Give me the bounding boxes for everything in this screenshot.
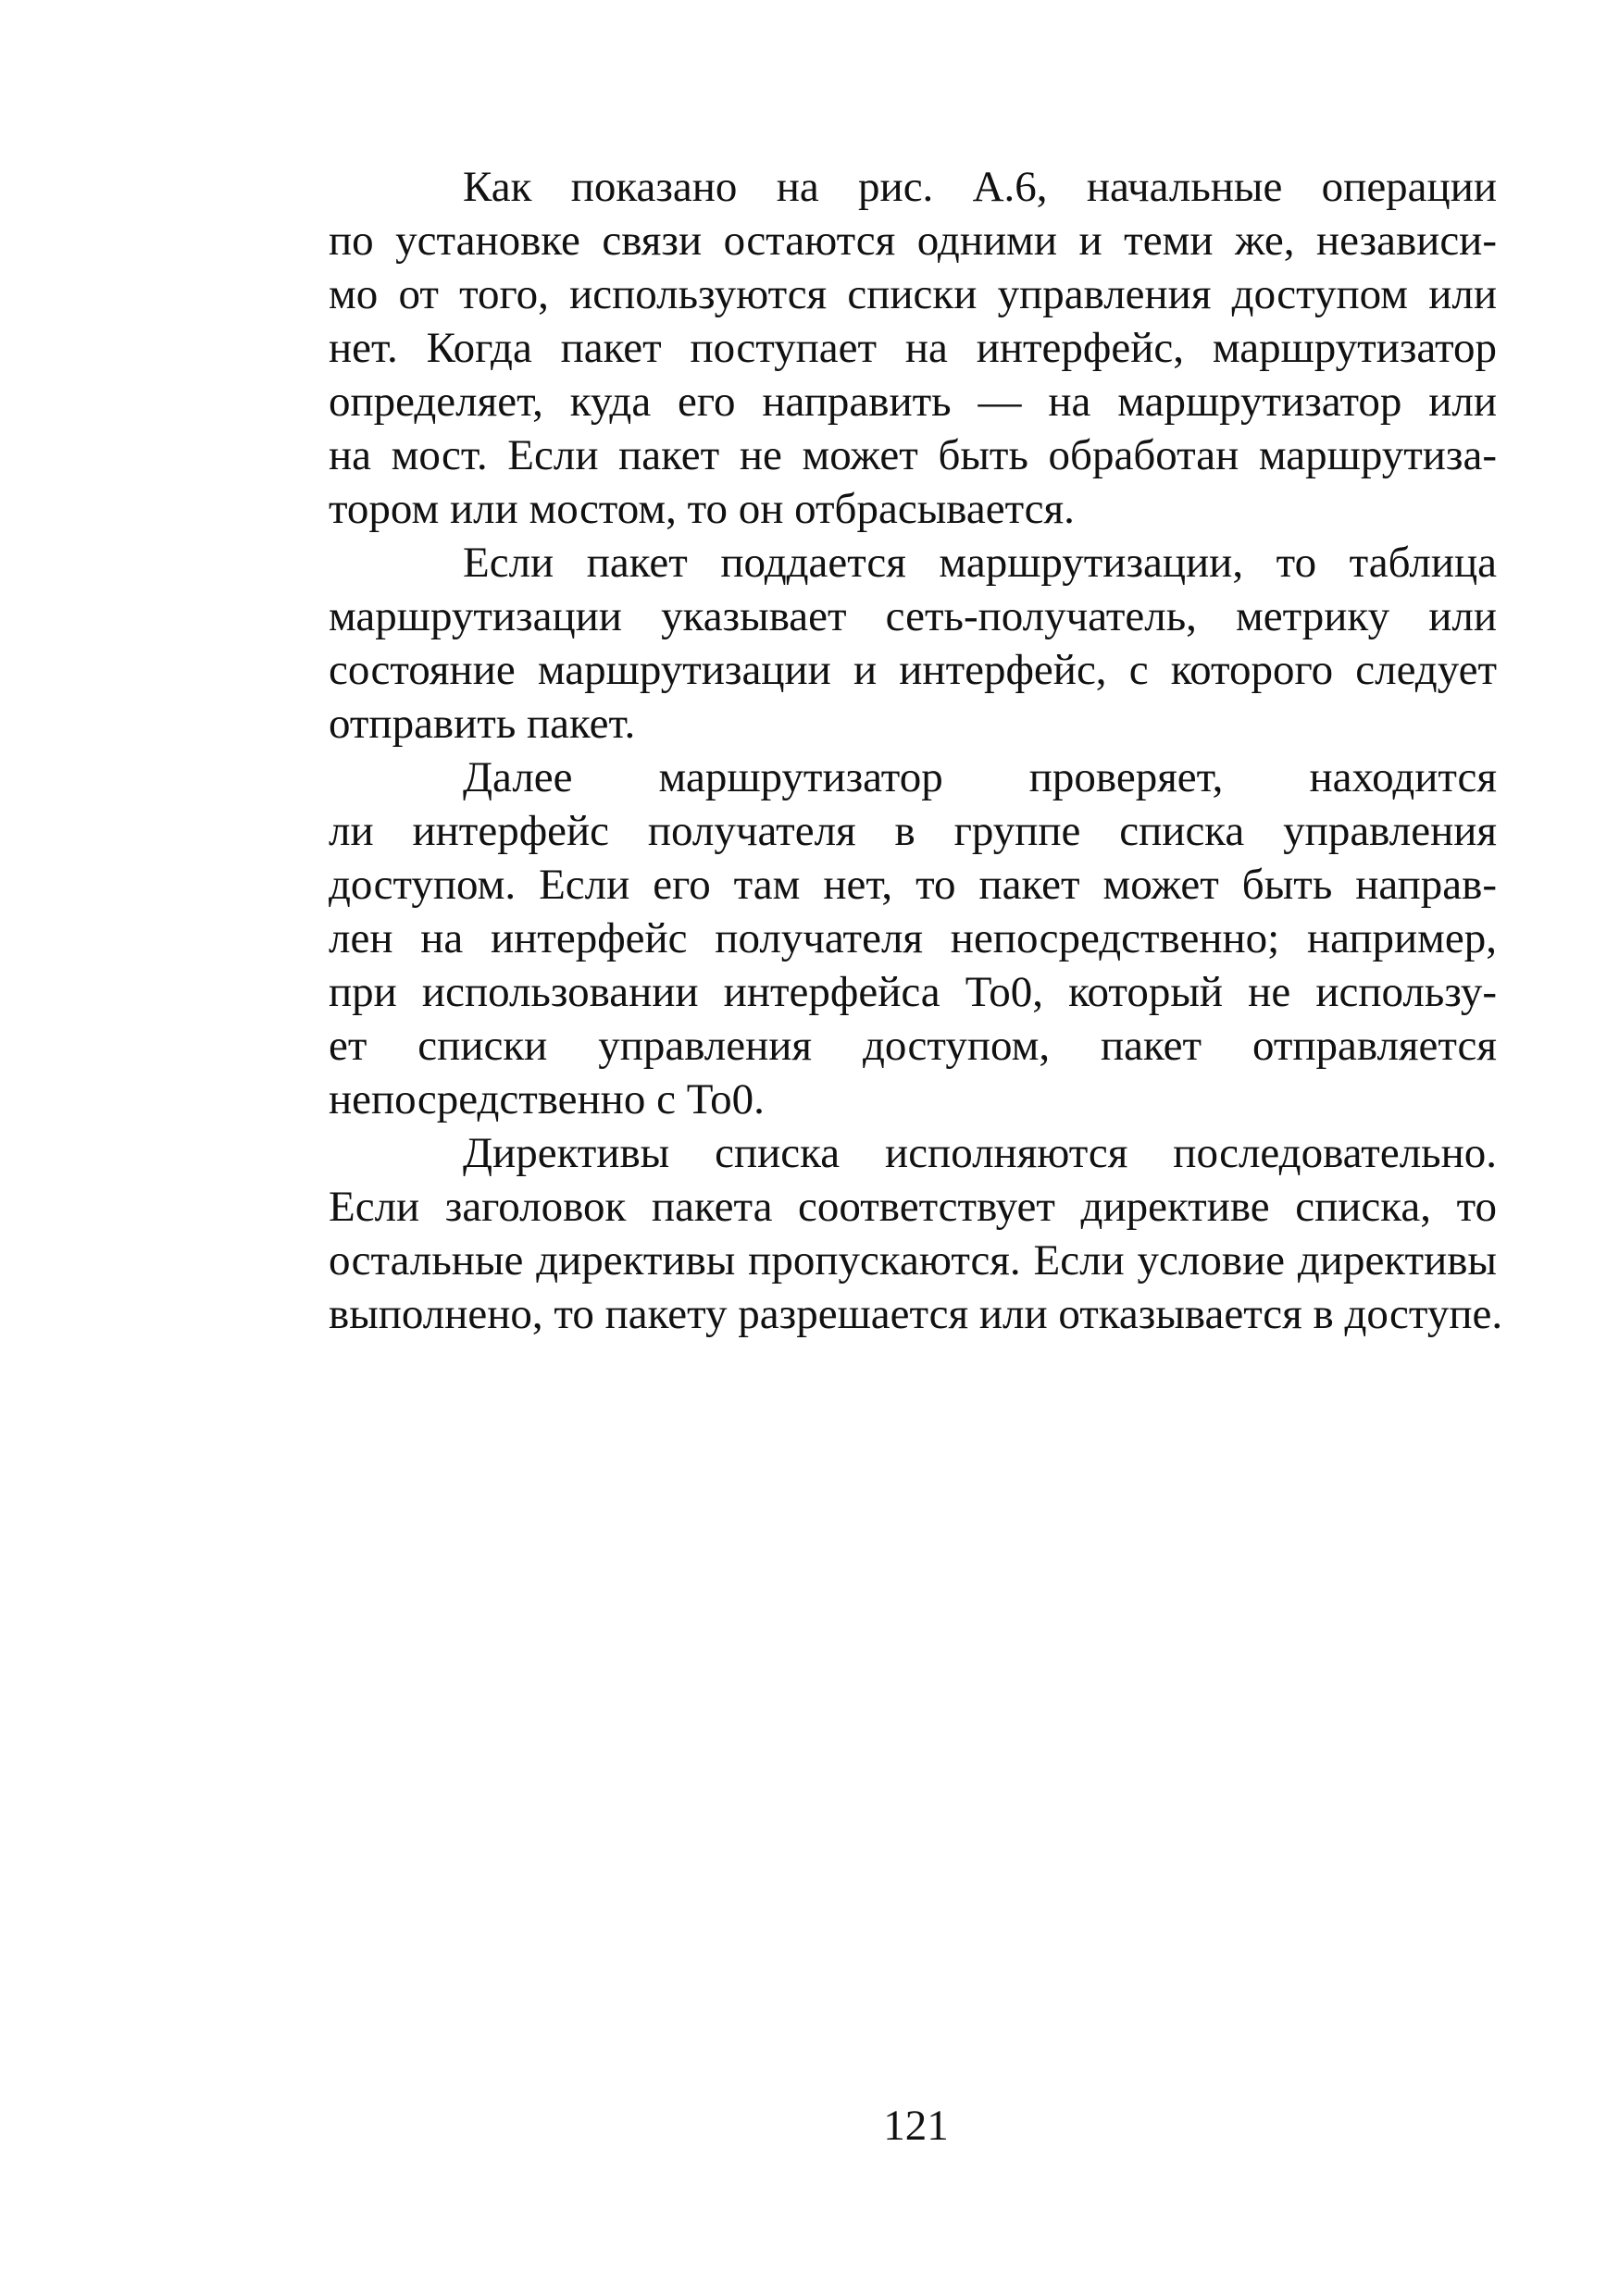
page-number: 121 [883, 2102, 949, 2150]
text-line: маршрутизации указывает сеть-получатель, метрику или [329, 592, 1497, 640]
text-line: Директивы списка исполняются последовательно. [463, 1129, 1497, 1177]
text-line: определяет, куда его направить — на маршрутизатор или [329, 378, 1497, 426]
paragraph-3 [329, 751, 1497, 1126]
text-line: Если пакет поддается маршрутизации, то таблица [463, 539, 1497, 587]
text-line: Далее маршрутизатор проверяет, находится [463, 753, 1497, 801]
paragraph-4 [329, 1126, 1503, 1341]
text-line: нет. Когда пакет поступает на интерфейс, маршрутизатор [329, 324, 1497, 372]
text-line: непосредственно с To0. [329, 1075, 765, 1123]
paragraph-1 [329, 160, 1497, 536]
text-line: ли интерфейс получателя в группе списка управления [329, 807, 1497, 855]
text-line: Как показано на рис. А.6, начальные операции [463, 163, 1497, 211]
text-line: на мост. Если пакет не может быть обработан маршрутиза- [329, 431, 1497, 479]
text-line: по установке связи остаются одними и теми же, независи- [329, 217, 1497, 265]
text-line: состояние маршрутизации и интерфейс, с которого следует [329, 646, 1497, 694]
text-line: тором или мостом, то он отбрасывается. [329, 485, 1075, 533]
text-line: остальные директивы пропускаются. Если условие директивы [329, 1236, 1497, 1285]
paragraph-2 [329, 536, 1497, 751]
text-line: Если заголовок пакета соответствует директиве списка, то [329, 1183, 1497, 1231]
body-text [329, 160, 1503, 1341]
text-line: лен на интерфейс получателя непосредственно; например, [329, 914, 1497, 962]
text-line: при использовании интерфейса To0, который не использу- [329, 968, 1497, 1016]
text-line: доступом. Если его там нет, то пакет может быть направ- [329, 861, 1497, 909]
text-line: выполнено, то пакету разрешается или отказывается в доступе. [329, 1290, 1503, 1338]
text-line: мо от того, используются списки управления доступом или [329, 270, 1497, 318]
text-line: ет списки управления доступом, пакет отправляется [329, 1022, 1497, 1070]
text-line: отправить пакет. [329, 700, 636, 748]
